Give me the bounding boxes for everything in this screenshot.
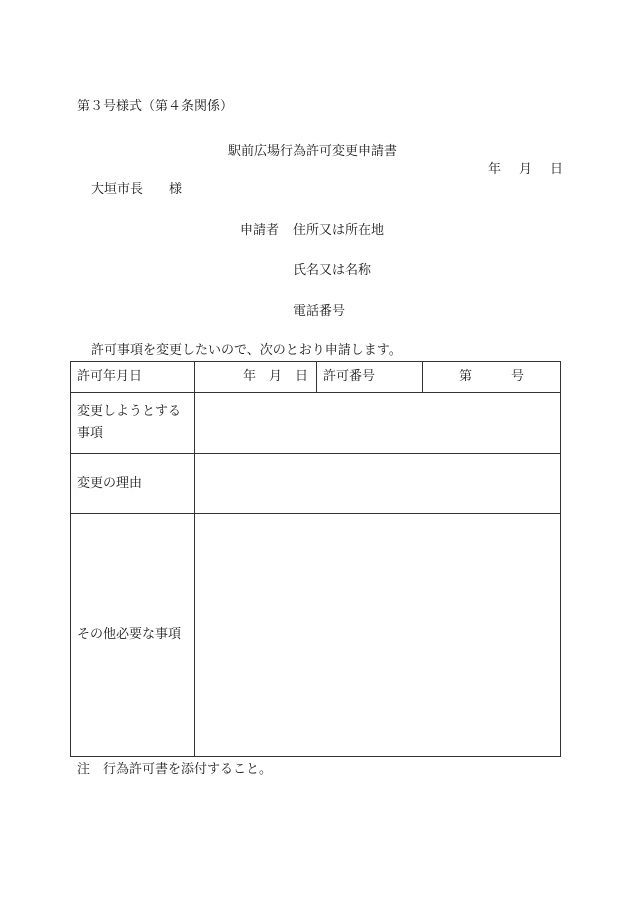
application-form-table bbox=[70, 361, 561, 757]
date-month: 月 bbox=[519, 162, 533, 177]
note-text: 注 行為許可書を添付すること。 bbox=[77, 762, 273, 777]
change-items-label: 変更しようとする事項 bbox=[71, 393, 195, 454]
intro-text: 許可事項を変更したいので、次のとおり申請します。 bbox=[91, 343, 402, 358]
other-items-row bbox=[71, 514, 561, 757]
addressee: 大垣市長 様 bbox=[91, 182, 183, 197]
permit-info-row bbox=[71, 362, 561, 393]
document-title: 駅前広場行為許可変更申請書 bbox=[228, 144, 398, 159]
application-date bbox=[488, 162, 563, 178]
other-items-field bbox=[195, 514, 561, 757]
applicant-address-label: 住所又は所在地 bbox=[293, 223, 385, 238]
permit-number-value: 第 号 bbox=[423, 362, 561, 393]
change-reason-row bbox=[71, 454, 561, 514]
change-items-field bbox=[195, 393, 561, 454]
date-day: 日 bbox=[550, 162, 564, 177]
change-reason-field bbox=[195, 454, 561, 514]
change-reason-label: 変更の理由 bbox=[71, 454, 195, 514]
applicant-phone-label: 電話番号 bbox=[293, 304, 346, 319]
applicant-name-label: 氏名又は名称 bbox=[293, 263, 372, 278]
permit-number-label: 許可番号 bbox=[317, 362, 423, 393]
other-items-label: その他必要な事項 bbox=[71, 514, 195, 757]
applicant-label: 申請者 bbox=[240, 223, 280, 238]
change-items-row bbox=[71, 393, 561, 454]
permit-date-value: 年 月 日 bbox=[195, 362, 317, 393]
permit-date-label: 許可年月日 bbox=[71, 362, 195, 393]
date-year: 年 bbox=[488, 162, 502, 177]
form-number: 第３号様式（第４条関係） bbox=[77, 99, 234, 114]
